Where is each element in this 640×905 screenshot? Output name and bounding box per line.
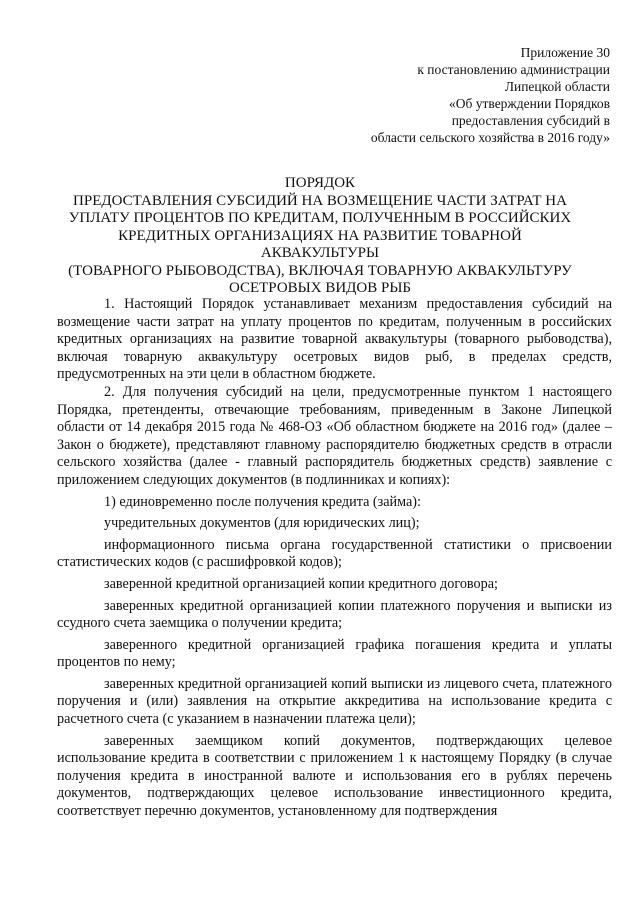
header-line: «Об утверждении Порядков bbox=[449, 96, 610, 111]
title-line: ПРЕДОСТАВЛЕНИЯ СУБСИДИЙ НА ВОЗМЕЩЕНИЕ ЧАСТИ ЗАТРАТ НА bbox=[73, 192, 567, 209]
header-line: к постановлению администрации bbox=[417, 62, 610, 77]
header-line: Липецкой области bbox=[504, 79, 610, 94]
title-line: (ТОВАРНОГО РЫБОВОДСТВА), ВКЛЮЧАЯ ТОВАРНУЮ АКВАКУЛЬТУРУ bbox=[68, 262, 572, 279]
document-title bbox=[60, 175, 580, 298]
header-line: предоставления субсидий в bbox=[451, 113, 610, 128]
paragraph: заверенных кредитной организацией копий выписки из лицевого счета, платежного поручения и (или) заявления на открытие аккредитива на использование кредита с расчетного счета (с указанием в назначении платежа цели); bbox=[57, 675, 612, 728]
paragraph: 1) единовременно после получения кредита (займа): bbox=[104, 493, 421, 510]
paragraph: заверенного кредитной организацией графика погашения кредита и уплаты процентов по нему; bbox=[57, 636, 612, 671]
title-heading: ПОРЯДОК bbox=[284, 175, 356, 191]
title-line: УПЛАТУ ПРОЦЕНТОВ ПО КРЕДИТАМ, ПОЛУЧЕННЫМ В РОССИЙСКИХ bbox=[68, 210, 572, 226]
title-line: КРЕДИТНЫХ ОРГАНИЗАЦИЯХ НА РАЗВИТИЕ ТОВАРНОЙ АКВАКУЛЬТУРЫ bbox=[118, 227, 522, 261]
document-body bbox=[57, 296, 612, 821]
paragraph: учредительных документов (для юридических лиц); bbox=[104, 515, 420, 532]
paragraph: заверенных заемщиком копий документов, подтверждающих целевое использование кредита в соответствии с приложением 1 к настоящему Порядку (в случае получения кредита в иностранной валюте и использования его в рублях перечень документов, подтверждающих целевое использование инвестиционного кредита, соответствует перечню документов, установленному для подтверждения bbox=[57, 732, 612, 820]
paragraph: 2. Для получения субсидий на цели, предусмотренные пунктом 1 настоящего Порядка, претенденты, отвечающие требованиям, приведенным в Законе Липецкой области от 14 декабря 2015 года № 468-ОЗ «Об областном бюджете на 2016 год» (далее – Закон о бюджете), представляют главному распорядителю бюджетных средств в отрасли сельского хозяйства (далее - главный распорядитель бюджетных средств) заявление с приложением следующих документов (в подлинниках и копиях): bbox=[57, 383, 612, 488]
appendix-header bbox=[310, 44, 610, 146]
header-line: Приложение 30 bbox=[520, 45, 610, 60]
paragraph: информационного письма органа государственной статистики о присвоении статистических кодов (с расшифровкой кодов); bbox=[57, 536, 612, 571]
title-line: ОСЕТРОВЫХ ВИДОВ РЫБ bbox=[228, 280, 412, 296]
paragraph: 1. Настоящий Порядок устанавливает механизм предоставления субсидий на возмещение части затрат на уплату процентов по кредитам, полученным в российских кредитных организациях на развитие товарной аквакультуры (товарного рыбоводства), включая товарную аквакультуру осетровых видов рыб, в пределах средств, предусмотренных на эти цели в областном бюджете. bbox=[57, 296, 612, 383]
header-line: области сельского хозяйства в 2016 году» bbox=[370, 130, 610, 145]
paragraph: заверенной кредитной организацией копии кредитного договора; bbox=[104, 575, 498, 592]
paragraph: заверенных кредитной организацией копии платежного поручения и выписки из ссудного счета заемщика о получении кредита; bbox=[57, 597, 612, 632]
